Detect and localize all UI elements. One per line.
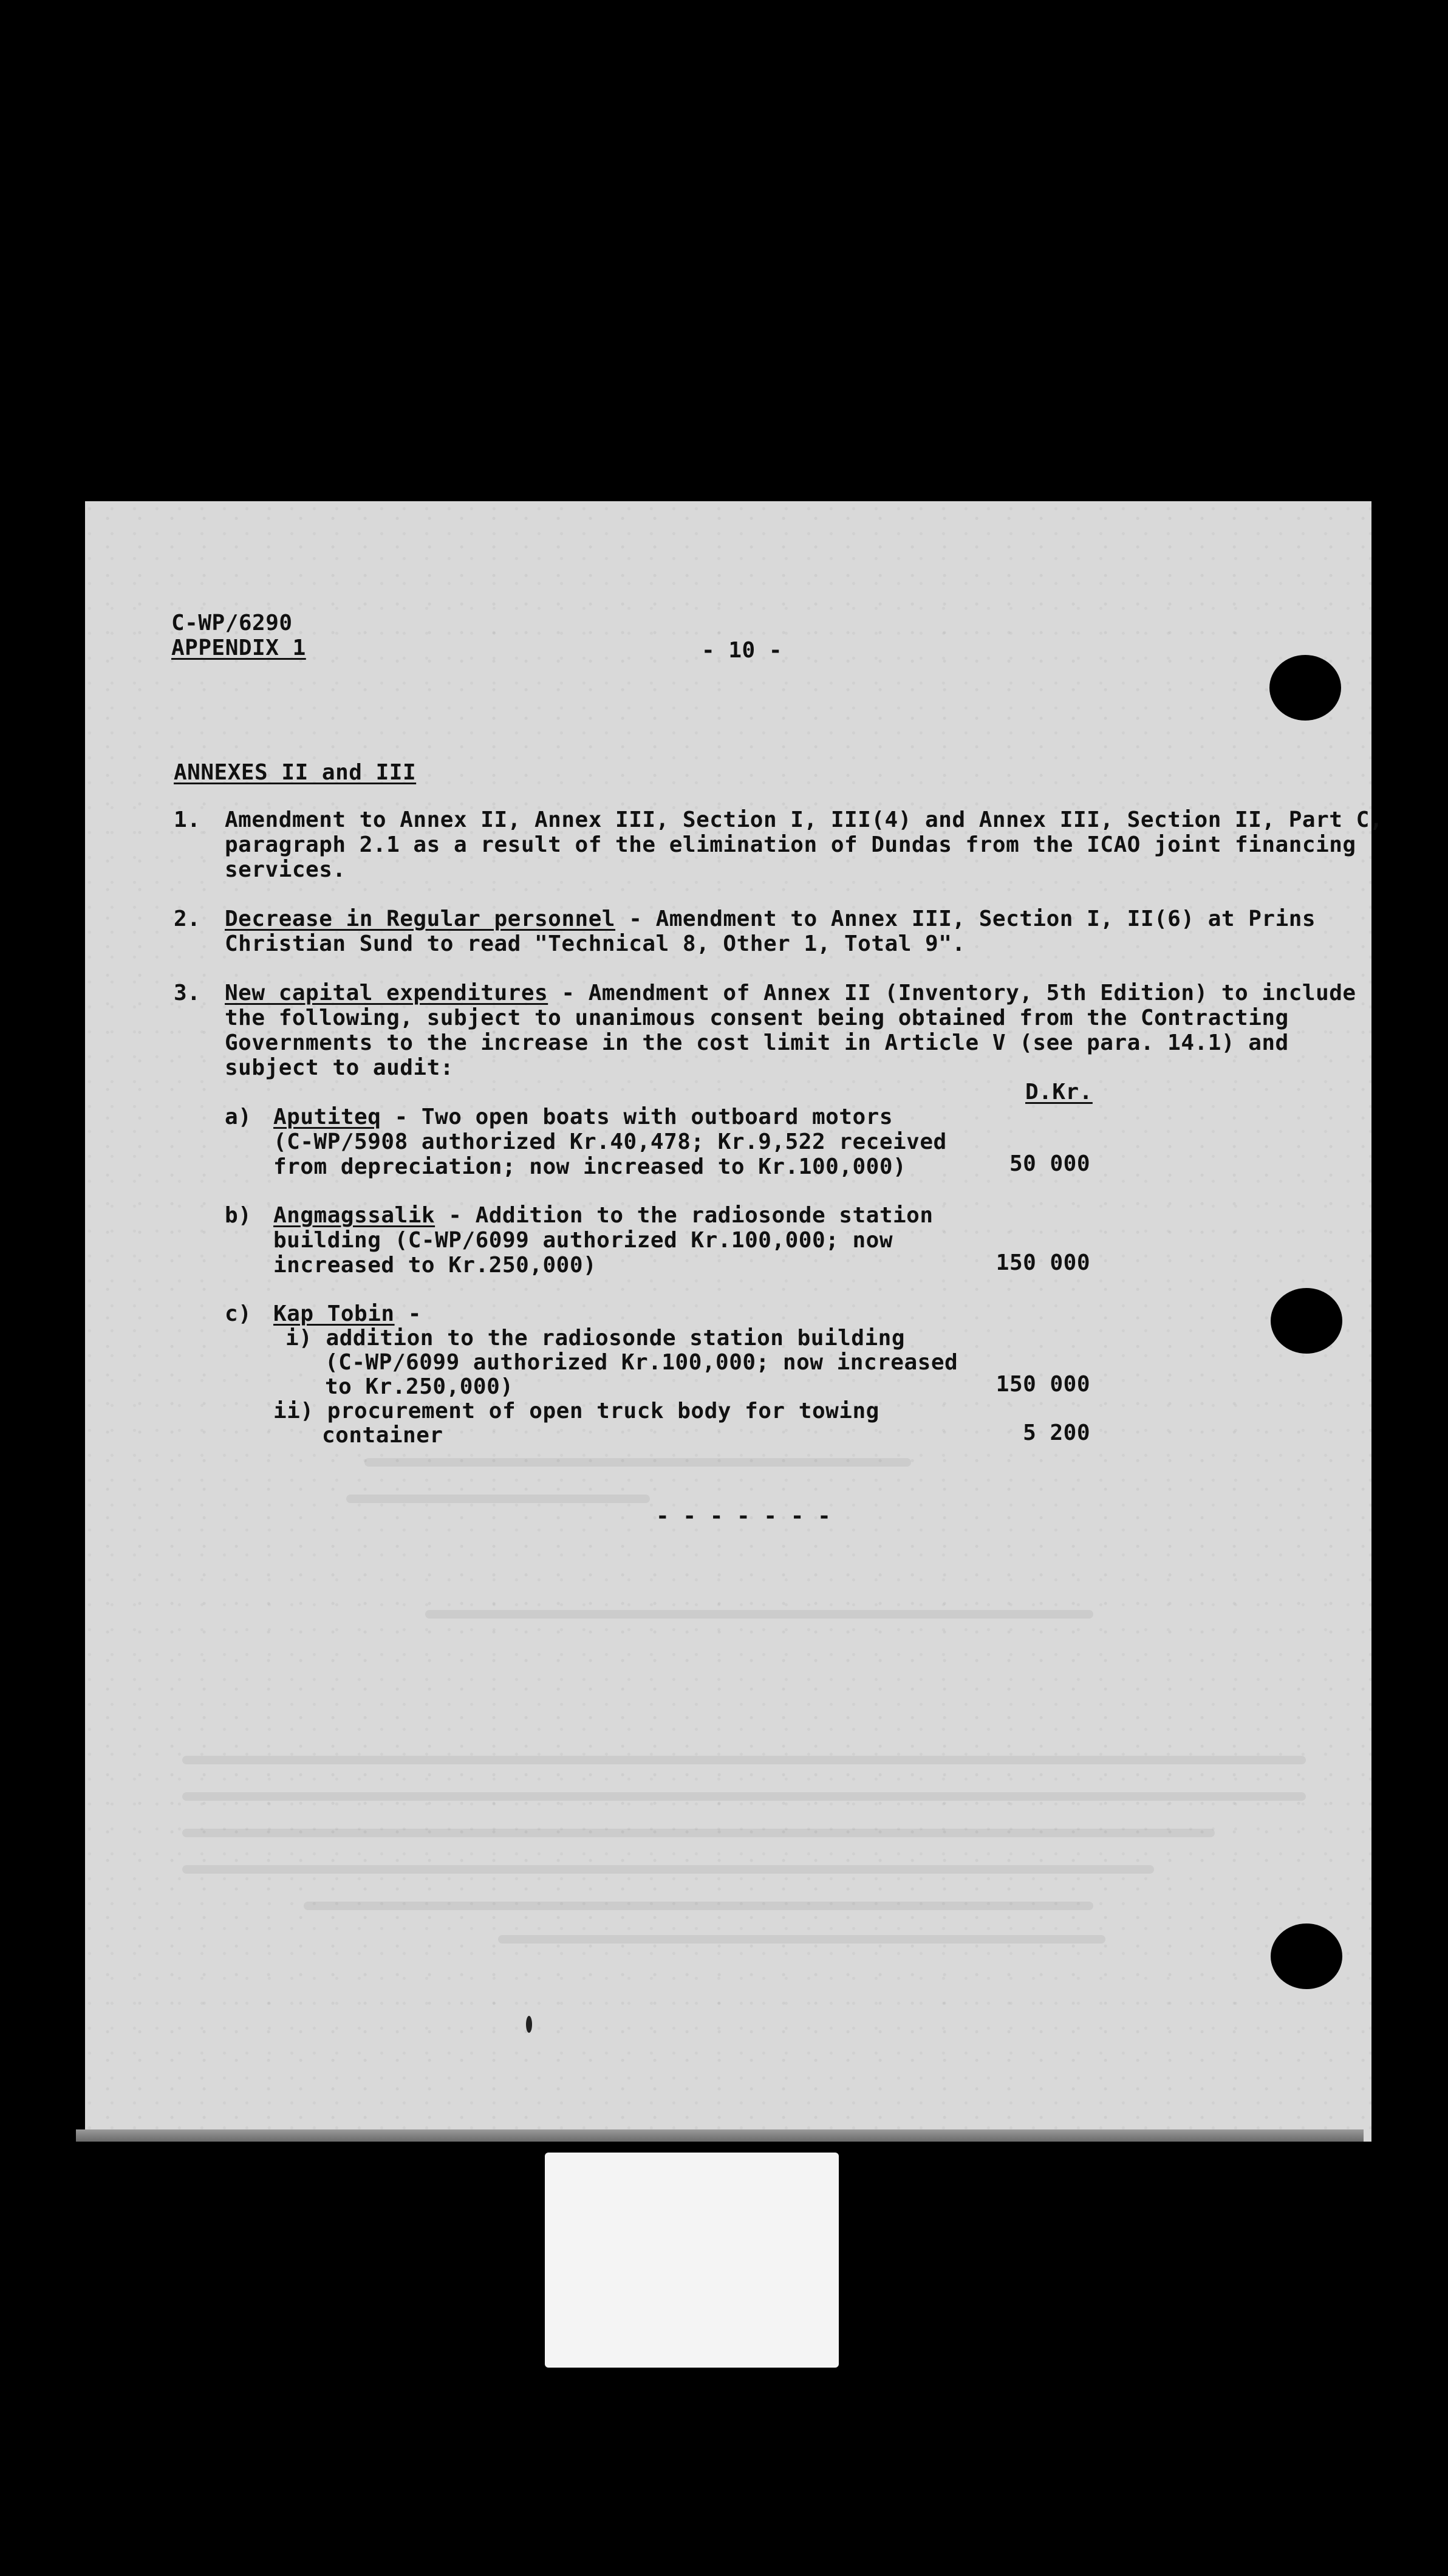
subitem-a-line1-rest: - Two open boats with outboard motors: [381, 1105, 893, 1129]
subitem-a-amount: 50 000: [1009, 1151, 1090, 1176]
page-number: - 10 -: [702, 638, 783, 663]
bleed-through-line: [304, 1902, 1093, 1910]
appendix-label: APPENDIX 1: [171, 635, 306, 660]
item-1-line: paragraph 2.1 as a result of the elimination of Dundas from the ICAO joint financing: [225, 832, 1356, 857]
subitem-c-line1: [273, 1301, 422, 1326]
ink-speck: [526, 2016, 532, 2033]
subitem-b-line1-rest: - Addition to the radiosonde station: [435, 1203, 934, 1228]
item-3-line: Governments to the increase in the cost limit in Article V (see para. 14.1) and: [225, 1030, 1289, 1055]
item-3-line1: [225, 981, 1356, 1005]
item-1-number: 1.: [174, 807, 201, 832]
bleed-through-line: [346, 1495, 650, 1503]
subitem-c-line1-rest: -: [394, 1301, 422, 1326]
subitem-a-line3: from depreciation; now increased to Kr.100,000): [273, 1154, 907, 1179]
bleed-through-line: [182, 1792, 1306, 1801]
item-2-heading: Decrease in Regular personnel: [225, 906, 616, 931]
end-mark: - - - - - - -: [656, 1504, 832, 1529]
subitem-a-label: a): [225, 1105, 252, 1129]
subitem-a-line1: [273, 1105, 893, 1129]
subitem-c-place: Kap Tobin: [273, 1301, 395, 1326]
subitem-c-label: c): [225, 1301, 252, 1326]
subitem-b-line1: [273, 1203, 934, 1228]
subitem-c-i-line2: (C-WP/6099 authorized Kr.100,000; now increased: [325, 1350, 958, 1375]
bleed-through-line: [182, 1865, 1154, 1874]
subitem-b-label: b): [225, 1203, 252, 1228]
subitem-a-place: Aputiteq: [273, 1105, 381, 1129]
punch-hole: [1271, 1923, 1342, 1989]
punch-hole: [1269, 655, 1341, 721]
bleed-through-line: [498, 1935, 1105, 1944]
item-3-line: subject to audit:: [225, 1055, 454, 1080]
currency-header: D.Kr.: [1025, 1080, 1093, 1105]
subitem-b-place: Angmagssalik: [273, 1203, 435, 1228]
subitem-a-line2: (C-WP/5908 authorized Kr.40,478; Kr.9,522 received: [273, 1129, 947, 1154]
subitem-c-i-line1: i) addition to the radiosonde station building: [285, 1326, 905, 1351]
item-3-number: 3.: [174, 981, 201, 1005]
section-title: ANNEXES II and III: [174, 760, 417, 785]
doc-reference: C-WP/6290: [171, 611, 293, 635]
bleed-through-line: [182, 1756, 1306, 1764]
punch-hole: [1271, 1288, 1342, 1354]
item-2-number: 2.: [174, 906, 201, 931]
item-1-line: services.: [225, 857, 346, 882]
subitem-b-line2: building (C-WP/6099 authorized Kr.100,000; now: [273, 1228, 893, 1253]
item-1-line: Amendment to Annex II, Annex III, Section I, III(4) and Annex III, Section II, Part C,: [225, 807, 1383, 832]
subitem-c-i-amount: 150 000: [995, 1372, 1090, 1397]
subitem-c-ii-line2: container: [322, 1423, 443, 1448]
bleed-through-line: [364, 1458, 911, 1467]
subitem-b-line3: increased to Kr.250,000): [273, 1253, 597, 1278]
bleed-through-line: [425, 1610, 1093, 1619]
subitem-c-ii-amount: 5 200: [1023, 1420, 1090, 1445]
subitem-c-i-line3: to Kr.250,000): [325, 1374, 514, 1399]
item-3-line1-rest: - Amendment of Annex II (Inventory, 5th Edition) to include: [548, 981, 1356, 1005]
item-2-line1: [225, 906, 1316, 931]
item-2-line1-rest: - Amendment to Annex III, Section I, II(6) at Prins: [615, 906, 1316, 931]
item-2-line2: Christian Sund to read "Technical 8, Other 1, Total 9".: [225, 931, 966, 956]
subitem-b-amount: 150 000: [995, 1250, 1090, 1275]
item-3-heading: New capital expenditures: [225, 981, 548, 1005]
item-3-line: the following, subject to unanimous consent being obtained from the Contracting: [225, 1005, 1289, 1030]
bleed-through-line: [182, 1829, 1215, 1837]
subitem-c-ii-line1: ii) procurement of open truck body for towing: [273, 1399, 879, 1423]
